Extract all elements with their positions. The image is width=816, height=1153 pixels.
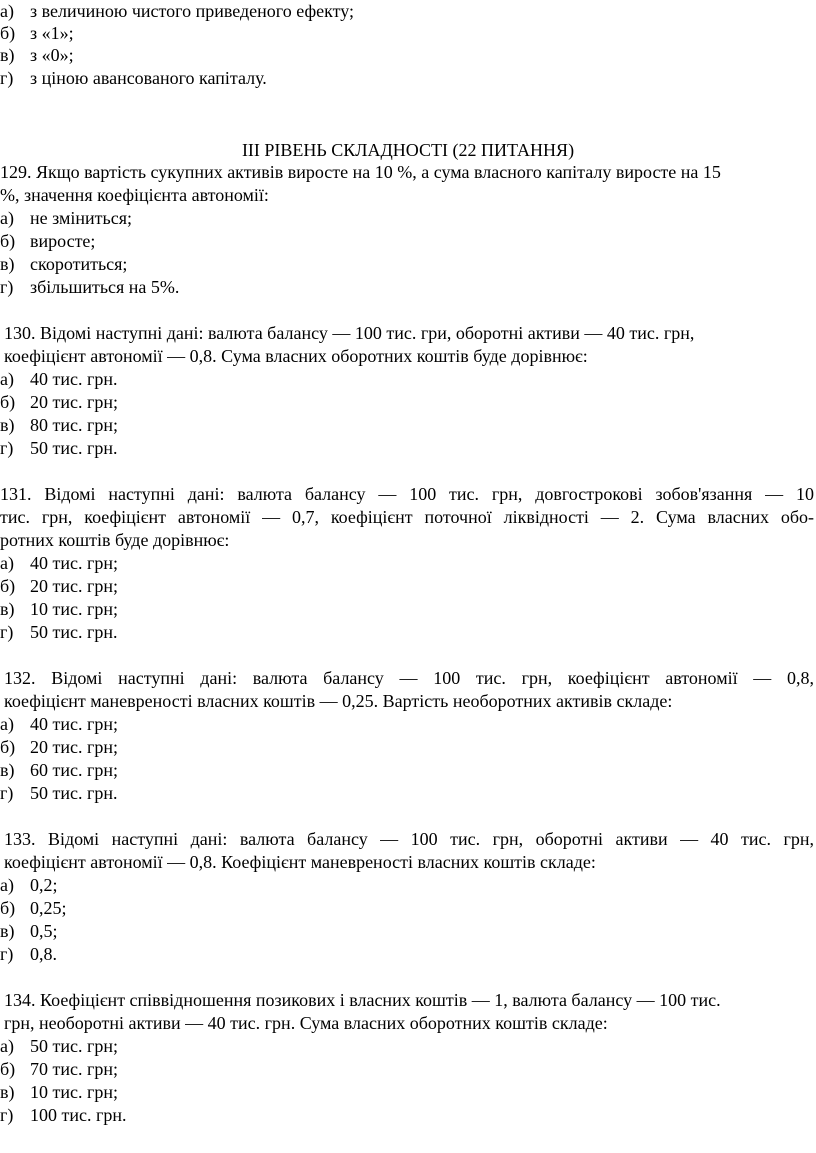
question-134-option: а) 50 тис. грн; [0,1036,119,1056]
question-129-option: г) збільшиться на 5%. [0,277,180,297]
question-132-option: а) 40 тис. грн; [0,714,119,734]
question-132-option: г) 50 тис. грн. [0,783,118,803]
question-129-text-line: 129. Якщо вартість сукупних активів виросте на 10 %, а сума власного капіталу виросте на 15 [0,162,721,182]
question-131-option: а) 40 тис. грн; [0,553,119,573]
question-130-option: а) 40 тис. грн. [0,369,118,389]
question-130-option: в) 80 тис. грн; [0,415,119,435]
question-133-option: а) 0,2; [0,875,58,895]
question-131-option: г) 50 тис. грн. [0,622,118,642]
section-heading: ІІІ РІВЕНЬ СКЛАДНОСТІ (22 ПИТАННЯ) [241,140,575,160]
question-133-option: в) 0,5; [0,921,58,941]
question-134-text-line: 134. Коефіцієнт співвідношення позикових і власних коштів — 1, валюта балансу — 100 тис. [4,990,721,1010]
question-133-option: г) 0,8. [0,944,57,964]
question-132-text-line: 132. Відомі наступні дані: валюта балансу — 100 тис. грн, коефіцієнт автономії — 0,8, [4,668,814,688]
intro-option: г) з ціною авансованого капіталу. [0,68,267,88]
question-133-text-line: 133. Відомі наступні дані: валюта балансу — 100 тис. грн, оборотні активи — 40 тис. грн, [4,829,814,849]
question-130-option: г) 50 тис. грн. [0,438,118,458]
question-133-option: б) 0,25; [0,898,67,918]
intro-option: а) з величиною чистого приведеного ефекту; [0,1,354,21]
question-130-option: б) 20 тис. грн; [0,392,119,412]
question-132-option: б) 20 тис. грн; [0,737,119,757]
question-131-text-line: 131. Відомі наступні дані: валюта балансу — 100 тис. грн, довгострокові зобов'язання — 10 [0,484,814,504]
question-133-text-line: коефіцієнт автономії — 0,8. Коефіцієнт маневреності власних коштів складе: [4,852,596,872]
question-129-option: б) виросте; [0,231,96,251]
question-129-option: в) скоротиться; [0,254,128,274]
question-130-text-line: коефіцієнт автономії — 0,8. Сума власних оборотних коштів буде дорівнює: [4,346,588,366]
question-131-text-line: ротних коштів буде дорівнює: [0,530,230,550]
question-131-option: в) 10 тис. грн; [0,599,119,619]
question-132-option: в) 60 тис. грн; [0,760,119,780]
intro-option: б) з «1»; [0,23,74,43]
question-129-text-line: %, значення коефіцієнта автономії: [0,185,269,205]
question-130-text-line: 130. Відомі наступні дані: валюта балансу — 100 тис. гри, оборотні активи — 40 тис. грн, [4,323,695,343]
question-134-text-line: грн, необоротні активи — 40 тис. грн. Сума власних оборотних коштів складе: [4,1013,608,1033]
question-134-option: в) 10 тис. грн; [0,1082,119,1102]
question-131-text-line: тис. грн, коефіцієнт автономії — 0,7, коефіцієнт поточної ліквідності — 2. Сума власних обо- [0,507,814,527]
question-134-option: г) 100 тис. грн. [0,1105,127,1125]
intro-option: в) з «0»; [0,45,74,65]
question-131-option: б) 20 тис. грн; [0,576,119,596]
question-129-option: а) не зміниться; [0,208,132,228]
question-134-option: б) 70 тис. грн; [0,1059,119,1079]
question-132-text-line: коефіцієнт маневреності власних коштів — 0,25. Вартість необоротних активів складе: [4,691,673,711]
